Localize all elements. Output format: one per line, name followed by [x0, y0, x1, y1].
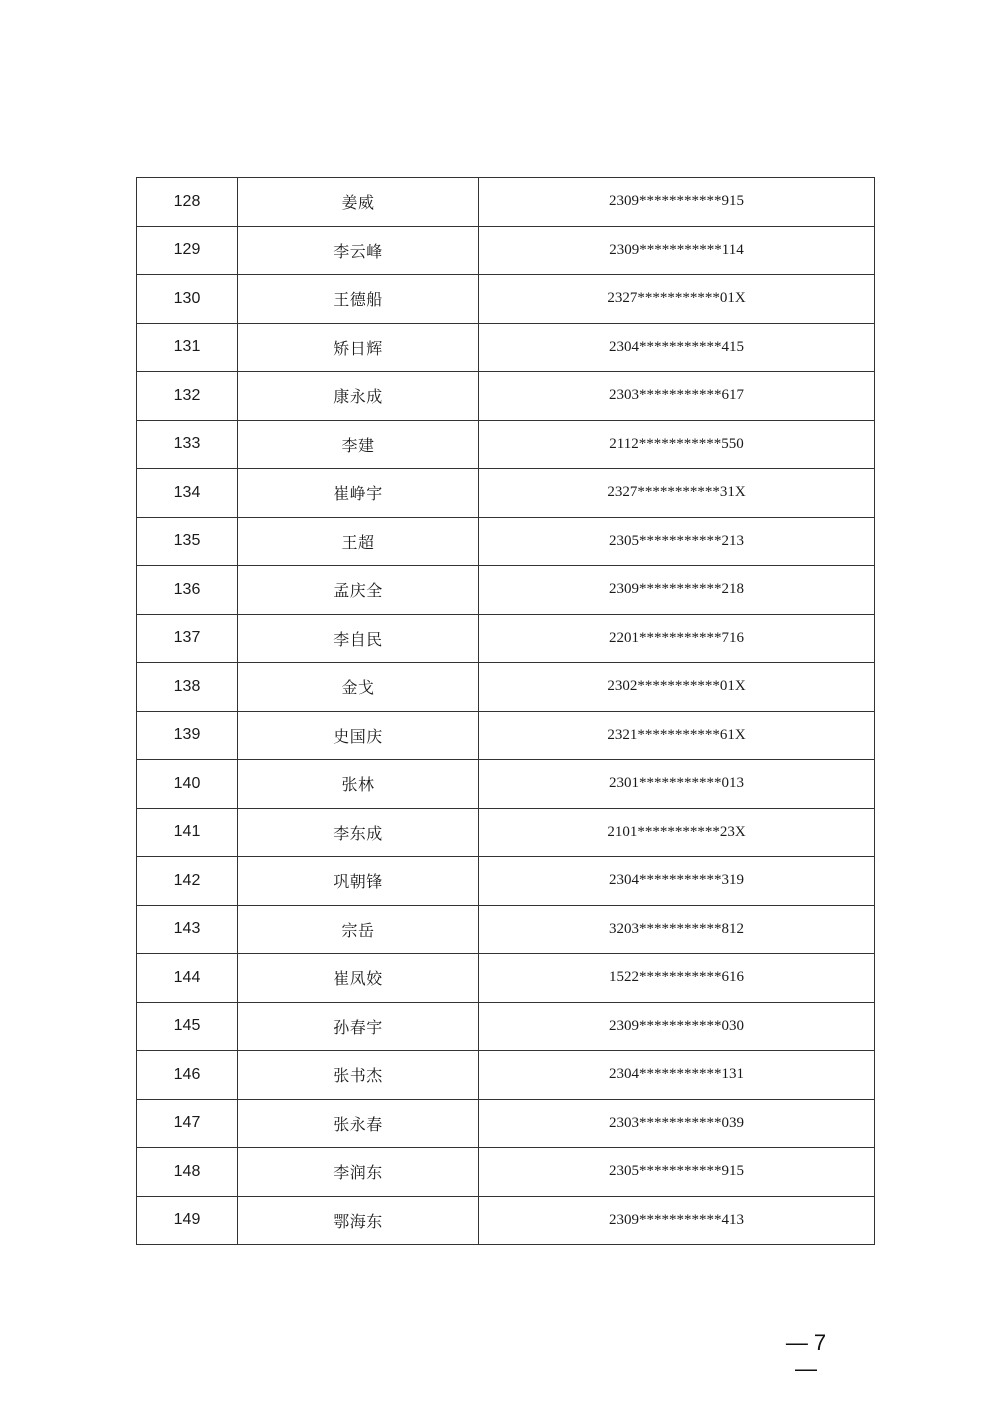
masked-id-number: 2305***********915	[479, 1148, 875, 1197]
table-row	[137, 566, 875, 615]
table-row	[137, 711, 875, 760]
masked-id-number: 2303***********039	[479, 1099, 875, 1148]
table-row	[137, 614, 875, 663]
masked-id-number: 2309***********915	[479, 178, 875, 227]
roster-table	[136, 177, 875, 1245]
masked-id-number: 2309***********114	[479, 226, 875, 275]
table-row	[137, 1196, 875, 1245]
page-number: — 7 —	[785, 1330, 827, 1381]
person-name: 孙春宇	[238, 1002, 479, 1051]
person-name: 鄂海东	[238, 1196, 479, 1245]
table-row	[137, 1148, 875, 1197]
masked-id-number: 3203***********812	[479, 905, 875, 954]
table-row	[137, 323, 875, 372]
table-row	[137, 1051, 875, 1100]
person-name: 王德船	[238, 275, 479, 324]
row-number: 129	[137, 226, 238, 275]
table-row	[137, 1099, 875, 1148]
person-name: 史国庆	[238, 711, 479, 760]
row-number: 148	[137, 1148, 238, 1197]
row-number: 130	[137, 275, 238, 324]
row-number: 137	[137, 614, 238, 663]
row-number: 128	[137, 178, 238, 227]
masked-id-number: 2304***********131	[479, 1051, 875, 1100]
table-row	[137, 954, 875, 1003]
table-row	[137, 178, 875, 227]
table-row	[137, 857, 875, 906]
person-name: 李自民	[238, 614, 479, 663]
person-name: 姜威	[238, 178, 479, 227]
row-number: 138	[137, 663, 238, 712]
person-name: 矫日辉	[238, 323, 479, 372]
masked-id-number: 1522***********616	[479, 954, 875, 1003]
row-number: 135	[137, 517, 238, 566]
row-number: 145	[137, 1002, 238, 1051]
table-row	[137, 517, 875, 566]
row-number: 144	[137, 954, 238, 1003]
row-number: 131	[137, 323, 238, 372]
person-name: 康永成	[238, 372, 479, 421]
masked-id-number: 2309***********218	[479, 566, 875, 615]
person-name: 张林	[238, 760, 479, 809]
row-number: 146	[137, 1051, 238, 1100]
row-number: 134	[137, 469, 238, 518]
row-number: 133	[137, 420, 238, 469]
masked-id-number: 2302***********01X	[479, 663, 875, 712]
masked-id-number: 2304***********319	[479, 857, 875, 906]
person-name: 李润东	[238, 1148, 479, 1197]
masked-id-number: 2327***********01X	[479, 275, 875, 324]
roster-table-body	[137, 178, 875, 1245]
masked-id-number: 2327***********31X	[479, 469, 875, 518]
person-name: 李云峰	[238, 226, 479, 275]
table-row	[137, 905, 875, 954]
masked-id-number: 2321***********61X	[479, 711, 875, 760]
row-number: 143	[137, 905, 238, 954]
row-number: 141	[137, 808, 238, 857]
row-number: 149	[137, 1196, 238, 1245]
table-row	[137, 420, 875, 469]
masked-id-number: 2201***********716	[479, 614, 875, 663]
table-row	[137, 372, 875, 421]
masked-id-number: 2309***********413	[479, 1196, 875, 1245]
row-number: 132	[137, 372, 238, 421]
person-name: 孟庆全	[238, 566, 479, 615]
table-row	[137, 1002, 875, 1051]
row-number: 140	[137, 760, 238, 809]
masked-id-number: 2309***********030	[479, 1002, 875, 1051]
table-row	[137, 275, 875, 324]
row-number: 142	[137, 857, 238, 906]
table-row	[137, 760, 875, 809]
person-name: 王超	[238, 517, 479, 566]
person-name: 李东成	[238, 808, 479, 857]
masked-id-number: 2305***********213	[479, 517, 875, 566]
table-row	[137, 226, 875, 275]
person-name: 李建	[238, 420, 479, 469]
masked-id-number: 2303***********617	[479, 372, 875, 421]
table-row	[137, 663, 875, 712]
table-row	[137, 469, 875, 518]
person-name: 张永春	[238, 1099, 479, 1148]
person-name: 宗岳	[238, 905, 479, 954]
person-name: 崔峥宇	[238, 469, 479, 518]
person-name: 巩朝锋	[238, 857, 479, 906]
person-name: 张书杰	[238, 1051, 479, 1100]
row-number: 139	[137, 711, 238, 760]
table-row	[137, 808, 875, 857]
masked-id-number: 2101***********23X	[479, 808, 875, 857]
masked-id-number: 2301***********013	[479, 760, 875, 809]
masked-id-number: 2304***********415	[479, 323, 875, 372]
person-name: 金戈	[238, 663, 479, 712]
row-number: 147	[137, 1099, 238, 1148]
masked-id-number: 2112***********550	[479, 420, 875, 469]
row-number: 136	[137, 566, 238, 615]
person-name: 崔凤姣	[238, 954, 479, 1003]
